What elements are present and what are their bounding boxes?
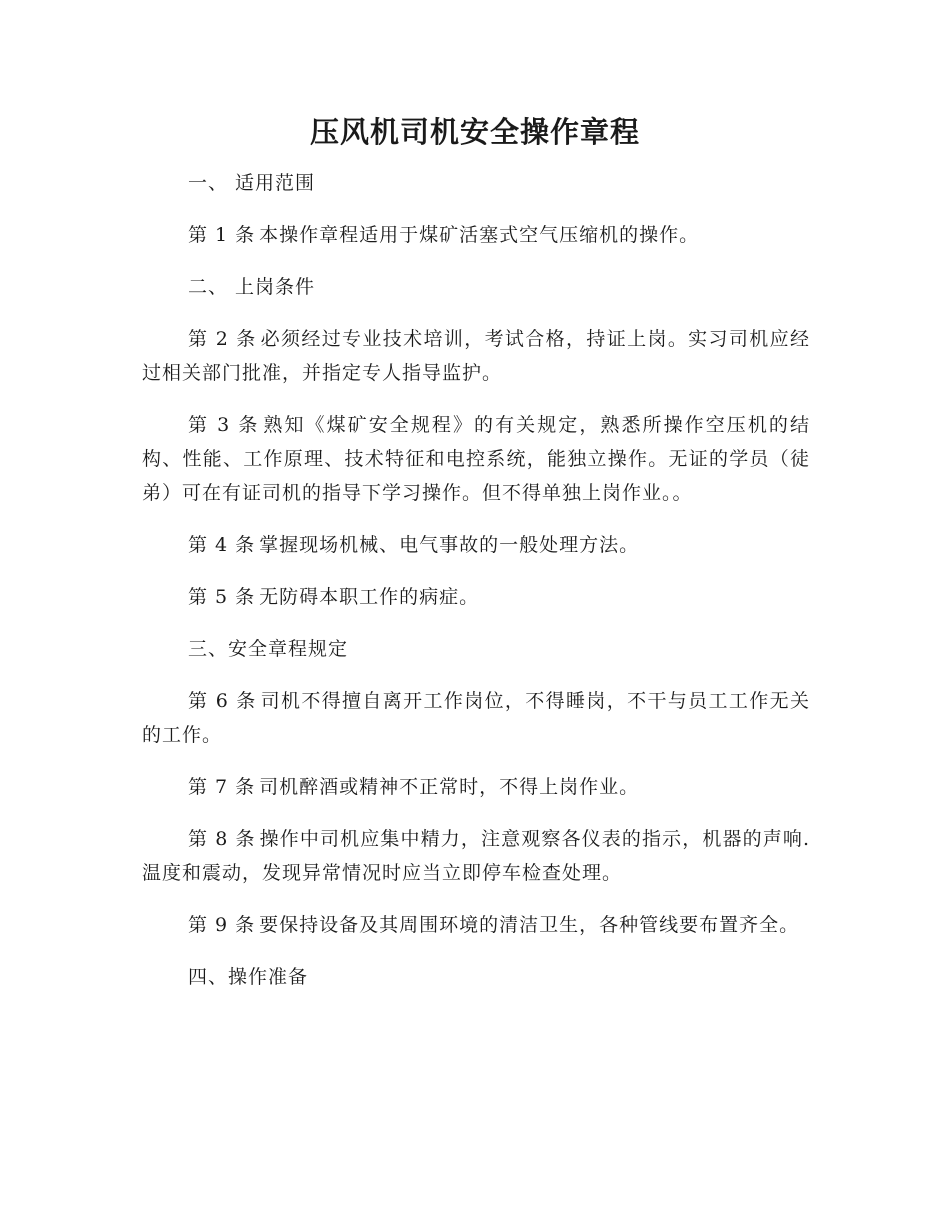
article-number: 第 1 条 [188, 224, 256, 246]
article-number: 第 9 条 [188, 914, 256, 936]
article-number: 第 3 条 [188, 414, 260, 436]
paragraph-text: 三、安全章程规定 [188, 638, 349, 660]
article-paragraph [142, 822, 810, 890]
article-paragraph [142, 770, 810, 804]
article-number: 第 6 条 [188, 690, 257, 712]
section-heading [142, 632, 810, 666]
article-number: 第 7 条 [188, 776, 256, 798]
article-paragraph [142, 580, 810, 614]
document-body [142, 166, 810, 1012]
article-number: 第 5 条 [188, 586, 256, 608]
article-paragraph [142, 322, 810, 390]
article-number: 第 8 条 [188, 828, 256, 850]
paragraph-text: 司机醉酒或精神不正常时，不得上岗作业。 [259, 776, 640, 798]
section-heading [142, 960, 810, 994]
document-title: 压风机司机安全操作章程 [309, 115, 640, 149]
article-paragraph [142, 218, 810, 252]
paragraph-text: 要保持设备及其周围环境的清洁卫生，各种管线要布置齐全。 [259, 914, 800, 936]
paragraph-text: 必须经过专业技术培训，考试合格，持证上岗。实习司机应经过相关部门批准，并指定专人指导监护。 [142, 328, 810, 384]
paragraph-text: 无防碍本职工作的病症。 [259, 586, 480, 608]
section-heading [142, 270, 810, 304]
article-number: 第 2 条 [188, 328, 257, 350]
article-paragraph [142, 528, 810, 562]
article-number: 第 4 条 [188, 534, 256, 556]
paragraph-text: 掌握现场机械、电气事故的一般处理方法。 [259, 534, 640, 556]
paragraph-text: 操作中司机应集中精力，注意观察各仪表的指示，机器的声响.温度和震动，发现异常情况时应当立即停车检查处理。 [142, 828, 810, 884]
article-paragraph [142, 408, 810, 510]
article-paragraph [142, 908, 810, 942]
paragraph-text: 本操作章程适用于煤矿活塞式空气压缩机的操作。 [259, 224, 700, 246]
paragraph-text: 一、 适用范围 [188, 172, 316, 194]
paragraph-text: 司机不得擅自离开工作岗位，不得睡岗，不干与员工工作无关的工作。 [142, 690, 810, 746]
section-heading [142, 166, 810, 200]
paragraph-text: 熟知《煤矿安全规程》的有关规定，熟悉所操作空压机的结构、性能、工作原理、技术特征和电控系统，能独立操作。无证的学员（徒弟）可在有证司机的指导下学习操作。但不得单独上岗作业。。 [142, 414, 810, 504]
article-paragraph [142, 684, 810, 752]
paragraph-text: 二、 上岗条件 [188, 276, 316, 298]
paragraph-text: 四、操作准备 [188, 966, 309, 988]
